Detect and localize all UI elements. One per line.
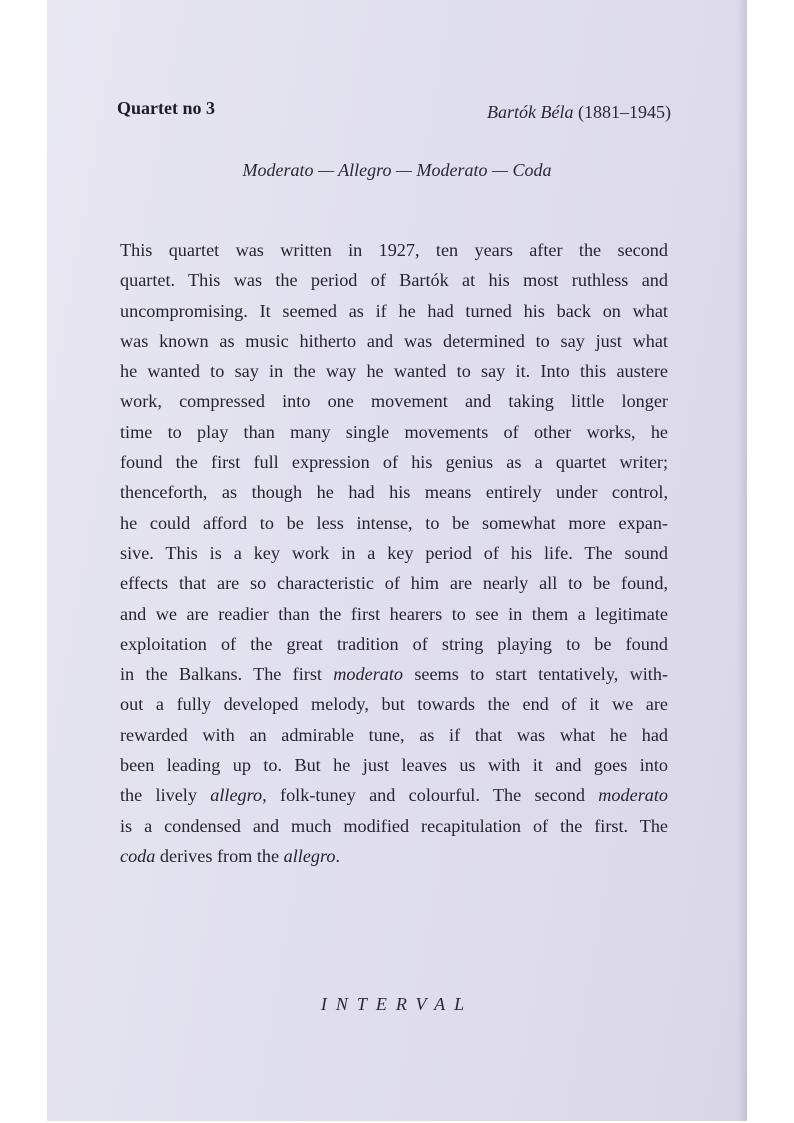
text-run: thenceforth, as though he had his means entirely under control, (120, 482, 668, 503)
text-line (120, 629, 668, 659)
text-line (120, 538, 668, 568)
text-line (120, 296, 668, 326)
text-run: . (335, 845, 341, 866)
text-line (120, 447, 668, 477)
text-run: work, compressed into one movement and taking little longer (120, 391, 668, 412)
text-run: exploitation of the great tradition of string playing to be found (120, 633, 668, 654)
program-note (120, 235, 668, 871)
text-run: he could afford to be less intense, to be somewhat more expan- (120, 512, 668, 533)
text-run: This quartet was written in 1927, ten years after the second (120, 240, 668, 260)
text-line (120, 811, 668, 841)
piece-title: Quartet no 3 (117, 98, 215, 118)
text-run: and we are readier than the first hearers to see in them a legitimate (120, 603, 668, 624)
text-run: folk-tuney and colourful. The second (266, 785, 599, 806)
text-line (120, 235, 668, 265)
text-line (120, 599, 668, 629)
text-run: seems to start tentatively, with- (403, 664, 668, 685)
text-run: time to play than many single movements of other works, he (120, 421, 668, 442)
text-line (120, 326, 668, 356)
text-line (120, 841, 668, 871)
text-run: been leading up to. But he just leaves us with it and goes into (120, 755, 668, 776)
text-run: out a fully developed melody, but towards the end of it we are (120, 694, 668, 715)
text-line (120, 750, 668, 780)
text-run: rewarded with an admirable tune, as if that was what he had (120, 724, 668, 745)
text-line (120, 689, 668, 719)
text-run: was known as music hitherto and was determined to say just what (120, 330, 668, 351)
text-run: found the first full expression of his genius as a quartet writer; (120, 452, 668, 473)
text-run: the lively (120, 785, 211, 806)
text-run: derives from the (155, 845, 284, 866)
text-line (120, 417, 668, 447)
italic-term: allegro, (210, 785, 267, 806)
tempo-markings: Moderato — Allegro — Moderato — Coda (242, 160, 552, 180)
text-run: effects that are so characteristic of him are nearly all to be found, (120, 573, 668, 594)
composer-credit (487, 102, 671, 123)
italic-term: coda (120, 845, 156, 866)
text-line (120, 356, 668, 386)
text-run: uncompromising. It seemed as if he had turned his back on what (120, 300, 668, 321)
text-line (120, 386, 668, 416)
italic-term: allegro (283, 845, 336, 866)
composer-dates: (1881–1945) (578, 102, 671, 122)
text-line (120, 477, 668, 507)
text-line (120, 265, 668, 295)
page-header (117, 98, 671, 128)
text-run: is a condensed and much modified recapitulation of the first. The (120, 815, 668, 836)
composer-name: Bartók Béla (487, 102, 574, 122)
text-run: sive. This is a key work in a key period of his life. The sound (120, 542, 668, 563)
italic-term: moderato (333, 664, 404, 685)
text-line (120, 508, 668, 538)
text-line (120, 780, 668, 810)
text-line (120, 720, 668, 750)
text-line (120, 659, 668, 689)
text-run: he wanted to say in the way he wanted to say it. Into this austere (120, 361, 668, 382)
program-page (47, 0, 747, 1121)
italic-term: moderato (598, 785, 669, 806)
interval-notice: INTERVAL (320, 994, 474, 1014)
text-run: quartet. This was the period of Bartók at his most ruthless and (120, 270, 668, 291)
text-line (120, 568, 668, 598)
text-run: in the Balkans. The first (120, 664, 334, 685)
